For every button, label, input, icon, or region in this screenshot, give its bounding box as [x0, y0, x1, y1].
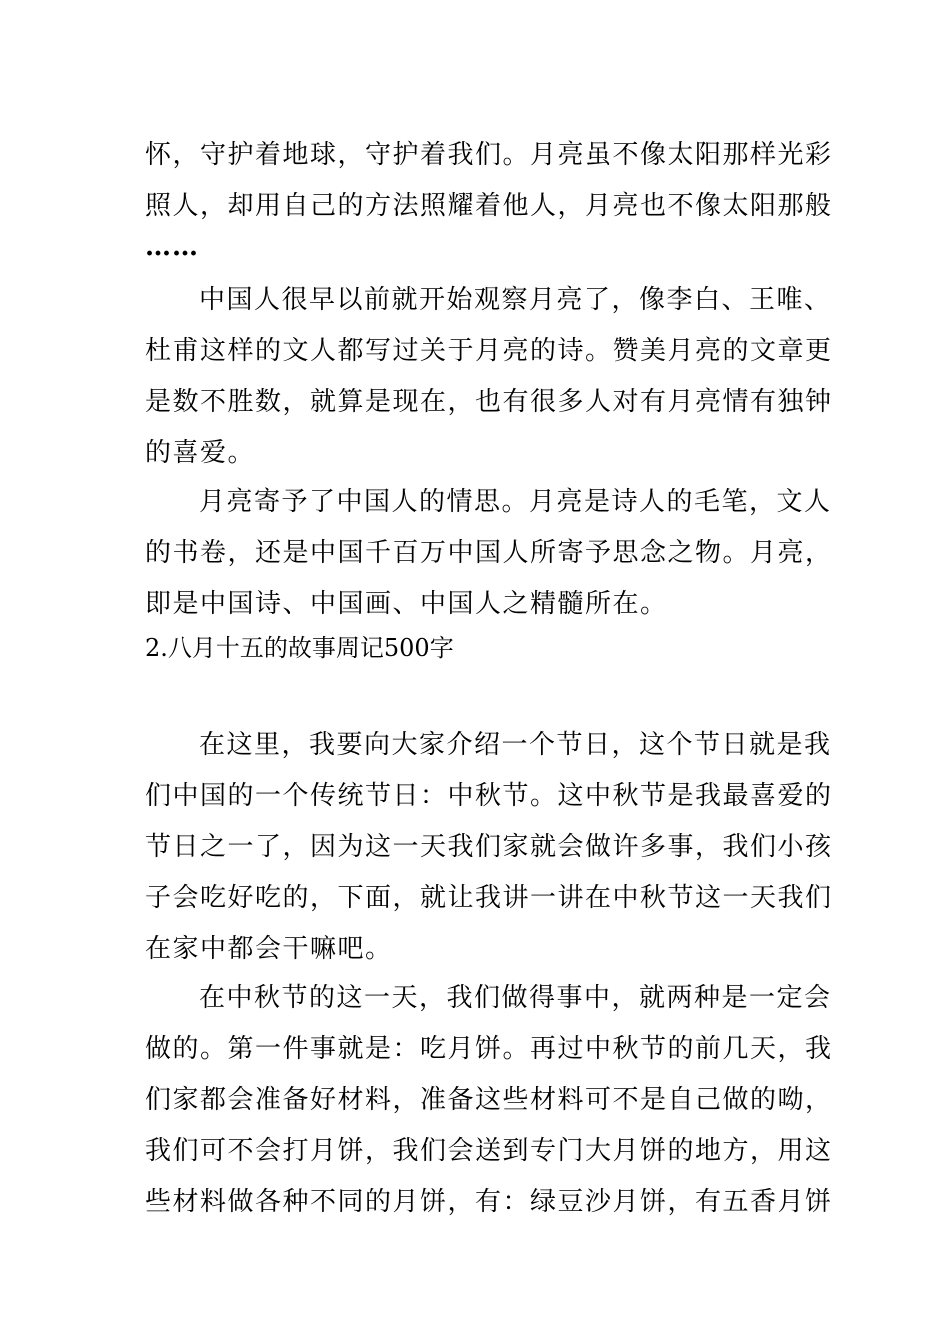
paragraph-line: 做的。第一件事就是：吃月饼。再过中秋节的前几天，我 [145, 1034, 833, 1064]
paragraph-line: 们中国的一个传统节日：中秋节。这中秋节是我最喜爱的 [145, 781, 833, 811]
paragraph-line: 杜甫这样的文人都写过关于月亮的诗。赞美月亮的文章更 [145, 336, 833, 366]
paragraph-line: 月亮寄予了中国人的情思。月亮是诗人的毛笔，文人 [199, 487, 832, 517]
paragraph-line: 是数不胜数，就算是现在，也有很多人对有月亮情有独钟 [145, 387, 833, 417]
paragraph-line: 即是中国诗、中国画、中国人之精髓所在。 [145, 589, 668, 619]
paragraph-line: 我们可不会打月饼，我们会送到专门大月饼的地方，用这 [145, 1136, 833, 1166]
paragraph-line: 子会吃好吃的，下面，就让我讲一讲在中秋节这一天我们 [145, 883, 833, 913]
paragraph-moon-observation [145, 275, 833, 479]
paragraph-line: 在这里，我要向大家介绍一个节日，这个节日就是我 [199, 730, 832, 760]
paragraph-line: 的喜爱。 [145, 438, 256, 468]
section-heading: 2.八月十五的故事周记500字 [145, 634, 454, 662]
paragraph-festival-intro [145, 720, 833, 975]
paragraph-moon-continuation [145, 130, 833, 262]
paragraph-moon-sentiment [145, 477, 833, 630]
paragraph-line: 们家都会准备好材料，准备这些材料可不是自己做的呦， [145, 1085, 833, 1115]
paragraph-line: 节日之一了，因为这一天我们家就会做许多事，我们小孩 [145, 832, 833, 862]
paragraph-line: 照人，却用自己的方法照耀着他人，月亮也不像太阳那般 [145, 191, 833, 221]
paragraph-line: 在中秋节的这一天，我们做得事中，就两种是一定会 [199, 983, 832, 1013]
ellipsis-line: …… [145, 232, 199, 262]
paragraph-line: 中国人很早以前就开始观察月亮了，像李白、王唯、 [199, 285, 832, 315]
paragraph-festival-mooncakes [145, 973, 833, 1228]
paragraph-line: 的书卷，还是中国千百万中国人所寄予思念之物。月亮， [145, 538, 833, 568]
paragraph-line: 在家中都会干嘛吧。 [145, 934, 393, 964]
paragraph-line: 些材料做各种不同的月饼，有：绿豆沙月饼，有五香月饼 [145, 1187, 833, 1217]
paragraph-line: 怀，守护着地球，守护着我们。月亮虽不像太阳那样光彩 [145, 140, 833, 170]
